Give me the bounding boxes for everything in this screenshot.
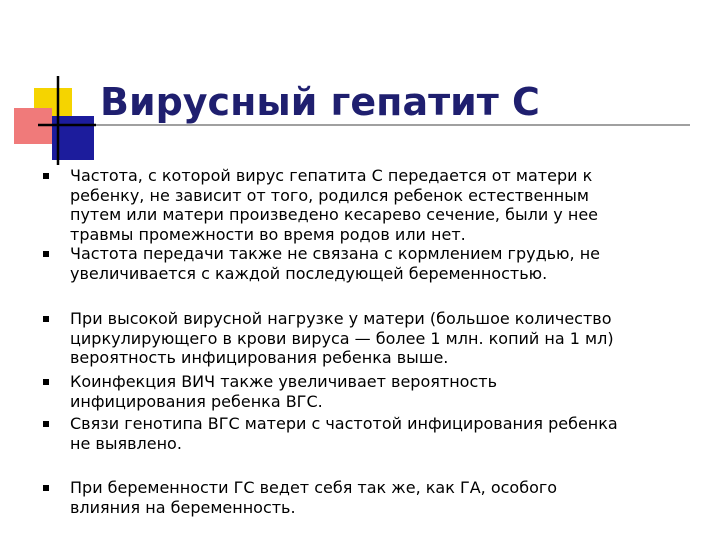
bullet-text: Коинфекция ВИЧ также увеличивает вероятность инфицирования ребенка ВГС. [70,372,497,411]
square-bullet-icon [43,173,49,179]
square-bullet-icon [43,316,49,322]
bullet-text: При высокой вирусной нагрузке у матери (большое количество циркулирующего в крови вируса — более 1 млн. копий на 1 мл) вероятность инфицирования ребенка выше. [70,309,614,367]
bullet-item [70,372,670,411]
bullet-item [70,166,670,244]
bullet-item [70,244,670,283]
square-bullet-icon [43,485,49,491]
bullet-item [70,309,670,368]
bullet-item [70,414,670,453]
bullet-item [70,478,670,517]
slide-title: Вирусный гепатит С [100,80,540,124]
square-bullet-icon [43,421,49,427]
bullet-text: Частота передачи также не связана с кормлением грудью, не увеличивается с каждой последующей беременностью. [70,244,600,283]
bullet-text: При беременности ГС ведет себя так же, как ГА, особого влияния на беременность. [70,478,558,517]
bullet-text: Частота, с которой вирус гепатита С передается от матери к ребенку, не зависит от того, родился ребенок естественным путем или матери произведено кесарево сечение, были у нее травмы промежности во время родов или нет. [70,166,599,244]
square-bullet-icon [43,379,49,385]
bullet-text: Связи генотипа ВГС матери с частотой инфицирования ребенка не выявлено. [70,414,618,453]
square-bullet-icon [43,251,49,257]
